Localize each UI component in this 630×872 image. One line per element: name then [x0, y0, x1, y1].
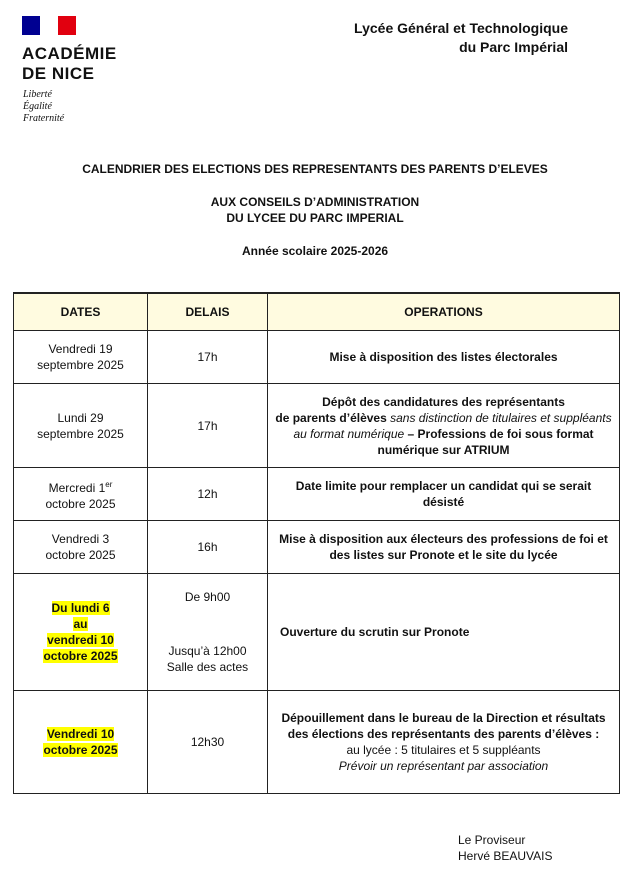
date-line: octobre 2025 [45, 548, 116, 562]
signature-role: Le Proviseur [458, 833, 526, 847]
date-cell [14, 468, 148, 521]
delay-cell: 16h [148, 521, 268, 574]
highlighted-date [43, 601, 117, 663]
republic-motto [23, 89, 64, 125]
operation-italic-text: sans distinction de titulaires et suppléants au format numérique [293, 410, 612, 441]
delay-line: Jusqu’à 12h00 [168, 644, 247, 658]
operation-italic-text: Prévoir un représentant par association [338, 759, 549, 773]
delay-line: Salle des actes [166, 660, 249, 674]
date-cell [14, 331, 148, 384]
date-line: octobre 2025 [45, 496, 116, 511]
date-line: octobre 2025 [43, 649, 118, 663]
operation-cell: Mise à disposition aux électeurs des professions de foi et des listes sur Pronote et le site du lycée [268, 521, 620, 574]
operation-text: Dépouillement dans le bureau de la Direction et résultats des élections des représentants des parents d’élèves : [281, 711, 606, 741]
date-cell [14, 384, 148, 468]
date-line: vendredi 10 [47, 633, 114, 647]
date-line: septembre 2025 [37, 358, 124, 372]
highlighted-date [43, 727, 117, 757]
delay-cell: 17h [148, 384, 268, 468]
date-superscript: er [105, 479, 113, 489]
subtitle-line2: DU LYCEE DU PARC IMPERIAL [226, 211, 404, 225]
document-title: CALENDRIER DES ELECTIONS DES REPRESENTANTS DES PARENTS D’ELEVES [82, 162, 548, 176]
table-header-row [14, 293, 620, 331]
table-row [14, 691, 620, 794]
table-row [14, 331, 620, 384]
school-name-line2: du Parc Impérial [459, 39, 568, 55]
operation-text: de parents d’élèves [275, 410, 387, 425]
academy-name-line2: DE NICE [22, 64, 95, 83]
operation-cell [268, 691, 620, 794]
date-cell [14, 574, 148, 691]
delay-cell: 17h [148, 331, 268, 384]
date-cell [14, 691, 148, 794]
document-subtitle [0, 194, 630, 226]
delay-cell: 12h30 [148, 691, 268, 794]
delay-line: De 9h00 [184, 590, 231, 604]
date-cell [14, 521, 148, 574]
table-row [14, 574, 620, 691]
header-dates: DATES [14, 293, 148, 331]
operation-cell: Mise à disposition des listes électorales [268, 331, 620, 384]
header-operations: OPERATIONS [268, 293, 620, 331]
marianne-flag-logo [22, 16, 76, 35]
delay-cell [148, 574, 268, 691]
date-line: au [73, 617, 88, 631]
date-line: Lundi 29 [57, 410, 104, 425]
date-line: octobre 2025 [43, 743, 118, 757]
motto-egalite: Égalité [23, 101, 52, 112]
operation-text: au lycée : 5 titulaires et 5 suppléants [346, 743, 541, 757]
school-name-line1: Lycée Général et Technologique [354, 20, 568, 36]
date-line: Vendredi 10 [46, 727, 115, 741]
operation-cell [268, 384, 620, 468]
signature-block [458, 832, 552, 864]
date-line [20, 477, 141, 496]
school-year: Année scolaire 2025-2026 [241, 244, 389, 258]
date-line: Vendredi 3 [51, 532, 110, 546]
election-calendar-table [13, 292, 620, 794]
date-line: septembre 2025 [37, 426, 124, 441]
motto-liberte: Liberté [23, 89, 52, 100]
operation-text: – Professions de foi sous format numérique sur ATRIUM [377, 426, 594, 457]
operation-text: Dépôt des candidatures des représentants [322, 394, 565, 409]
motto-fraternite: Fraternité [23, 113, 65, 124]
signature-name: Hervé BEAUVAIS [458, 849, 553, 863]
operation-cell: Ouverture du scrutin sur Pronote [268, 574, 620, 691]
table-row [14, 468, 620, 521]
table-row [14, 384, 620, 468]
school-name [354, 19, 568, 57]
date-text: Mercredi 1 [48, 480, 106, 495]
table-row [14, 521, 620, 574]
subtitle-line1: AUX CONSEILS D’ADMINISTRATION [210, 195, 420, 209]
operation-cell: Date limite pour remplacer un candidat qui se serait désisté [268, 468, 620, 521]
date-line: Du lundi 6 [51, 601, 110, 615]
delay-cell: 12h [148, 468, 268, 521]
academy-name-line1: ACADÉMIE [22, 44, 117, 63]
academy-name [22, 44, 117, 84]
header-delais: DELAIS [148, 293, 268, 331]
date-line: Vendredi 19 [48, 342, 113, 356]
